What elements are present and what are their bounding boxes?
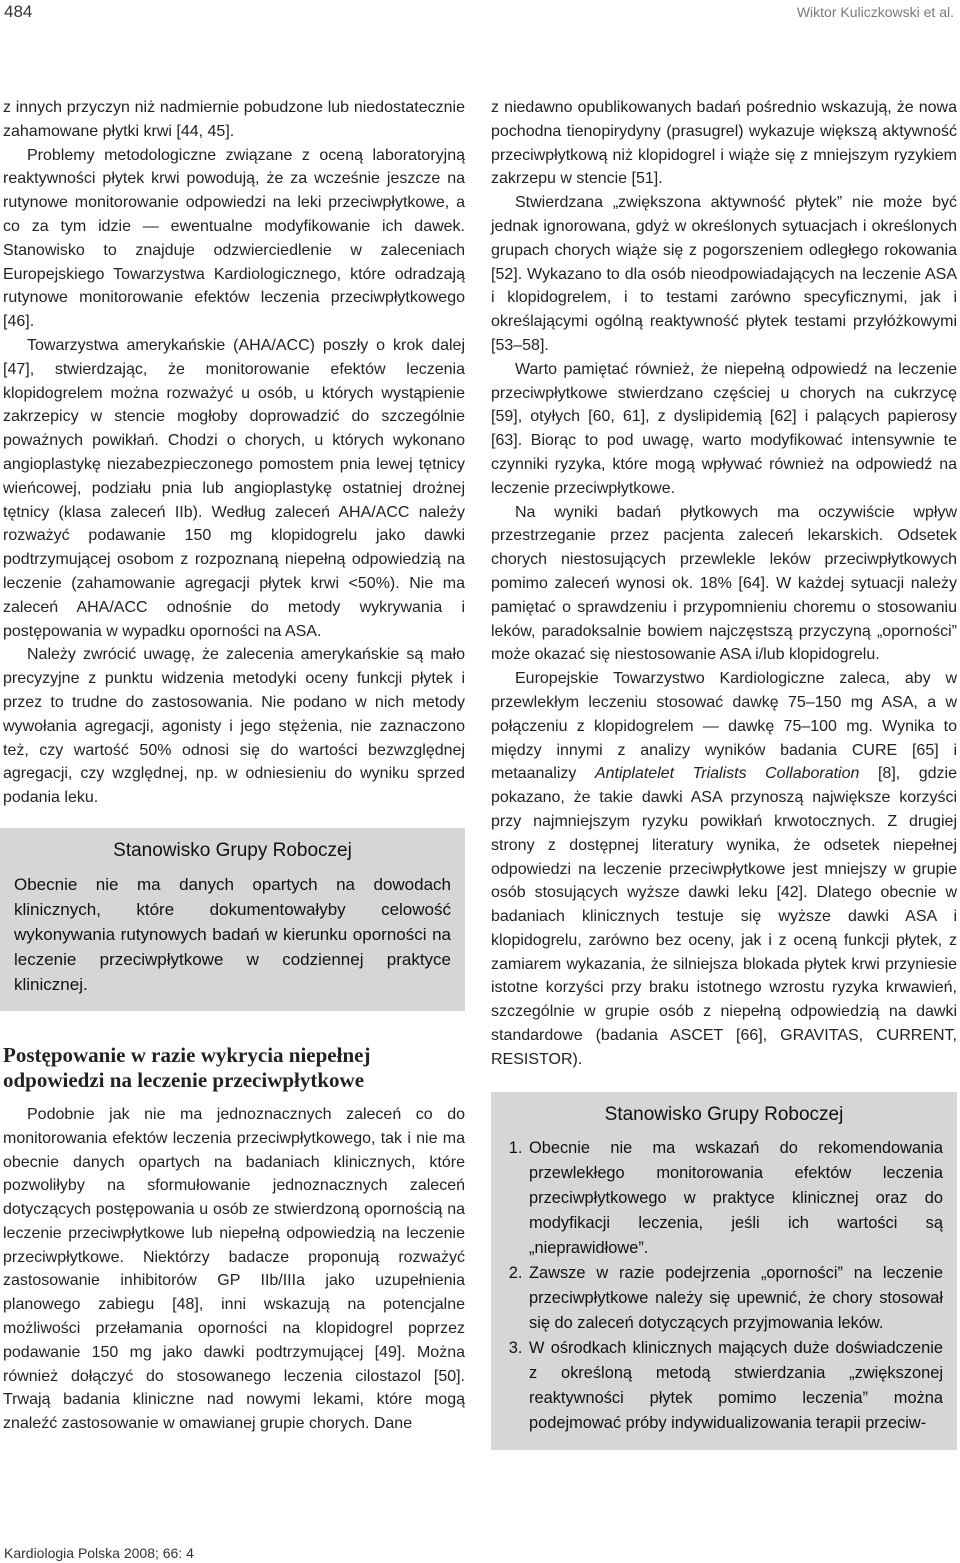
p5-part-a: Europejskie Towarzystwo Kardiologiczne zaleca, aby w przewlekłym leczeniu stosować dawkę 75–150 mg ASA, a w połączeniu z klopidogrelem — dawkę 75–100 mg. Wynika to między innymi z analizy wyników badania CURE [65] i metaanalizy <box>491 670 957 783</box>
journal-footer: Kardiologia Polska 2008; 66: 4 <box>4 1545 194 1561</box>
box-title: Stanowisko Grupy Roboczej <box>604 1103 844 1125</box>
left-column <box>3 96 465 1436</box>
right-paragraph-2: Stwierdzana „zwiększona aktywność płytek” nie może być jednak ignorowana, gdyż w określonych sytuacjach i określonych grupach chorych wiąże się z pogorszeniem odległego rokowania [52]. Wykazano to dla osób nieodpowiadających na leczenie ASA i klopidogrelem, i to testami zarówno specyficznymi, jak i określającymi ogólną reaktywność płytek testami przyłóżkowymi [53–58]. <box>491 194 957 354</box>
p5-italic-title: Antiplatelet Trialists Collaboration <box>594 765 860 783</box>
recommendation-item: 1. Obecnie nie ma wskazań do rekomendowania przewlekłego monitorowania efektów leczenia przeciwpłytkowego w praktyce klinicznej oraz do modyfikacji leczenia, jeśli ich wartości są „nieprawidłowe”. <box>527 1136 943 1261</box>
left-paragraph-3: Towarzystwa amerykańskie (AHA/ACC) poszły o krok dalej [47], stwierdzając, że monitorowanie efektów leczenia klopidogrelem można rozważyć u osób, u których wystąpienie zakrzepicy w stencie mogłoby doprowadzić do szczególnie poważnych powikłań. Chodzi o chorych, u których wykonano angioplastykę niezabezpieczonego pomostem pnia lewej tętnicy wieńcowej, podziału pnia lub angioplastykę ostatniej drożnej tętnicy (klasa zaleceń IIb). Według zaleceń AHA/ACC należy rozważyć podawanie 150 mg klopidogrelu jako dawki podtrzymującej osobom z rozpoznaną niepełną odpowiedzią na leczenie (zahamowanie agregacji płytek krwi <50%). Nie ma zaleceń AHA/ACC odnośnie do metody wykrywania i postępowania w wypadku oporności na ASA. <box>3 336 465 640</box>
recommendation-item: 2. Zawsze w razie podejrzenia „oporności” na leczenie przeciwpłytkowe należy się upewnić, że chory stosował się do zaleceń dotyczących przyjmowania leków. <box>527 1261 943 1336</box>
page-number: 484 <box>4 2 33 21</box>
working-group-box-1 <box>0 828 465 1011</box>
left-paragraph-2: Problemy metodologiczne związane z oceną laboratoryjną reaktywności płytek krwi powodują, że za wcześnie jeszcze na rutynowe monitorowanie odpowiedzi na leki przeciwpłytkowe, a co za tym idzie — ewentualne modyfikowanie ich dawek. Stanowisko to znajduje odzwierciedlenie w zaleceniach Europejskiego Towarzystwa Kardiologicznego, które odradzają rutynowe monitorowanie efektów leczenia przeciwpłytkowego [46]. <box>3 146 465 331</box>
left-paragraph-5: Podobnie jak nie ma jednoznacznych zaleceń co do monitorowania efektów leczenia przeciwpłytkowego, tak i nie ma obecnie danych opartych na badaniach klinicznych, które pozwoliłyby na sformułowanie jednoznacznych zaleceń dotyczących postępowania u osób ze stwierdzoną opornością na leczenie przeciwpłytkowe lub niepełną odpowiedzią na leczenie przeciwpłytkowe. Niektórzy badacze proponują rozważyć zastosowanie inhibitorów GP IIb/IIIa jako uzupełnienia planowego zabiegu [48], inni wskazują na potencjalne możliwości przełamania oporności na klopidogrel poprzez podawanie 150 mg jako dawki podtrzymującej [49]. Można również dołączyć do stosowanego leczenia cilostazol [50]. Trwają badania kliniczne nad nowymi lekami, które mogą znaleźć zastosowanie w omawianej grupie chorych. Dane <box>3 1105 465 1433</box>
page-header <box>0 0 960 30</box>
p5-part-b: [8], gdzie pokazano, że takie dawki ASA przynoszą największe korzyści przy najmniejszym ryzyku powikłań krwotocznych. Z drugiej strony z dostępnej literatury wynika, że odsetek niepełnej odpowiedzi na leczenie przeciwpłytkowe jest mniejszy w grupie osób stosujących wyższe dawki leku [42]. Dlatego obecnie w badaniach klinicznych testuje się wyższe dawki ASA i klopidogrelu, zarówno bez oceny, jak i z oceną funkcji płytek, z zamiarem wykazania, że silniejsza blokada płytek krwi przyniesie istotne korzyści przy braku istotnego wzrostu ryzyka krwawień, szczególnie w grupie osób z niepełną odpowiedzią na dawki standardowe (badania ASCET [66], GRAVITAS, CURRENT, RESISTOR). <box>491 765 958 1068</box>
right-column <box>491 96 957 1450</box>
right-paragraph-3: Warto pamiętać również, że niepełną odpowiedź na leczenie przeciwpłytkowe stwierdzano częściej u chorych na cukrzycę [59], otyłych [60, 61], z dyslipidemią [62] i palących papierosy [63]. Biorąc to pod uwagę, warto modyfikować intensywnie te czynniki ryzyka, które mogą wpływać również na odpowiedź na leczenie przeciwpłytkowe. <box>491 360 957 497</box>
box-statement: Obecnie nie ma danych opartych na dowodach klinicznych, które dokumentowałyby celowość wykonywania rutynowych badań w kierunku oporności na leczenie przeciwpłytkowe w codziennej praktyce klinicznej. <box>14 874 451 994</box>
right-paragraph-5 <box>491 667 957 1072</box>
running-authors: Wiktor Kuliczkowski et al. <box>796 4 954 20</box>
recommendation-item: 3. W ośrodkach klinicznych mających duże doświadczenie z określoną metodą stwierdzania „zwiększonej reaktywności płytek pomimo leczenia” można podejmować próby indywidualizowania terapii przeciw- <box>527 1336 943 1436</box>
working-group-box-2 <box>491 1092 957 1450</box>
right-paragraph-4: Na wyniki badań płytkowych ma oczywiście wpływ przestrzeganie przez pacjenta zaleceń lekarskich. Odsetek chorych niestosujących przewlekle leków przeciwpłytkowych pomimo zaleceń wynosi ok. 18% [64]. W każdej sytuacji należy pamiętać o sprawdzeniu i przypomnieniu choremu o stosowaniu leków, paradoksalnie bowiem najczęstszą przyczyną „oporności” może okazać się niestosowanie ASA i/lub klopidogrelu. <box>491 503 957 664</box>
section-heading: Postępowanie w razie wykrycia niepełnej odpowiedzi na leczenie przeciwpłytkowe <box>3 1042 371 1092</box>
left-paragraph-1: z innych przyczyn niż nadmiernie pobudzone lub niedostatecznie zahamowane płytki krwi [44, 45]. <box>3 99 465 140</box>
box-title: Stanowisko Grupy Roboczej <box>113 839 352 861</box>
recommendation-list <box>505 1136 943 1436</box>
left-paragraph-4: Należy zwrócić uwagę, że zalecenia amerykańskie są mało precyzyjne z punktu widzenia metodyki oceny funkcji płytek i przez to trudne do zastosowania. Nie podano w nich metody wywołania agregacji, agonisty i jego stężenia, nie zaznaczono też, czy wartość 50% odnosi się do wartości bezwzględnej agregacji, czy względnej, np. w odniesieniu do wyniku sprzed podania leku. <box>3 646 465 807</box>
right-paragraph-1: z niedawno opublikowanych badań pośrednio wskazują, że nowa pochodna tienopirydyny (prasugrel) wykazuje większą aktywność przeciwpłytkową niż klopidogrel i wiąże się z mniejszym ryzykiem zakrzepu w stencie [51]. <box>491 99 957 188</box>
